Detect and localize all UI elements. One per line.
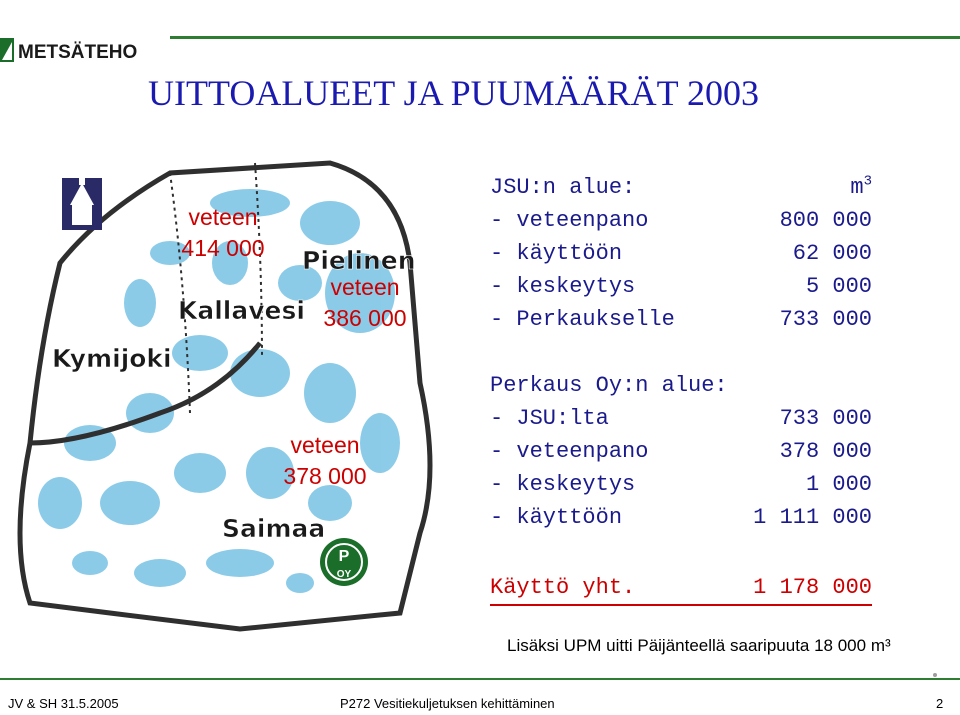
jsu-row-label: - keskeytys: [490, 274, 636, 299]
perkaus-heading-row: [490, 369, 880, 402]
perkaus-row-label: - keskeytys: [490, 472, 636, 497]
badge-text-p: P: [338, 548, 350, 565]
perkaus-row-value: 733 000: [779, 406, 872, 431]
volume-label-386-line1: veteen: [330, 274, 400, 300]
jsu-row: [490, 270, 880, 303]
volume-label-414-line1: veteen: [188, 204, 258, 230]
jsu-unit-sup: 3: [863, 173, 872, 190]
perkaus-row: [490, 468, 880, 501]
jsu-row-value: 733 000: [779, 307, 872, 332]
place-label-kymijoki: Kymijoki: [52, 344, 172, 373]
total-row: [490, 571, 872, 606]
total-value: 1 178 000: [753, 575, 872, 600]
metsateho-logo: [0, 34, 160, 66]
jsu-row-label: - käyttöön: [490, 241, 623, 266]
footnote: Lisäksi UPM uitti Päijänteellä saaripuuta 18 000 m³: [507, 636, 891, 655]
place-label-kallavesi: Kallavesi: [178, 296, 305, 325]
volume-label-386-line2: 386 000: [323, 305, 407, 331]
total-label: Käyttö yht.: [490, 575, 636, 600]
volume-label-378-line2: 378 000: [283, 463, 367, 489]
perkaus-row-label: - käyttöön: [490, 505, 623, 530]
header-rule: [170, 36, 960, 39]
place-label-saimaa: Saimaa: [222, 514, 326, 543]
jsu-row: [490, 237, 880, 270]
jsu-unit-base: m: [850, 175, 864, 200]
jsu-unit: [850, 171, 872, 204]
logo-text: METSÄTEHO: [18, 42, 138, 63]
church-icon: [62, 177, 102, 230]
jsu-row-value: 5 000: [805, 274, 872, 299]
jsu-row-label: - Perkaukselle: [490, 307, 675, 332]
volume-label-414-line2: 414 000: [181, 235, 265, 261]
perkaus-row-value: 1 000: [805, 472, 872, 497]
perkaus-heading: Perkaus Oy:n alue:: [490, 373, 728, 398]
volume-label-414: [168, 202, 278, 264]
jsu-row: [490, 303, 880, 336]
footer-project: P272 Vesitiekuljetuksen kehittäminen: [340, 696, 555, 711]
place-label-pielinen: Pielinen: [302, 246, 416, 275]
perkaus-row-value: 378 000: [779, 439, 872, 464]
jsu-heading-row: [490, 171, 880, 204]
footer-rule: [0, 678, 960, 680]
volume-label-386: [310, 272, 420, 334]
perkaus-row: [490, 435, 880, 468]
page-title: UITTOALUEET JA PUUMÄÄRÄT 2003: [148, 73, 760, 113]
jsu-row-value: 800 000: [779, 208, 872, 233]
footer-author-date: JV & SH 31.5.2005: [8, 696, 119, 711]
perkaus-row-value: 1 111 000: [753, 505, 872, 530]
page-number: 2: [936, 696, 944, 711]
badge-text-oy: OY: [336, 569, 352, 580]
jsu-heading: JSU:n alue:: [490, 175, 636, 200]
perkaus-row: [490, 402, 880, 435]
jsu-row-value: 62 000: [792, 241, 872, 266]
volume-label-378: [270, 430, 380, 492]
volume-label-378-line1: veteen: [290, 432, 360, 458]
perkaus-badge-icon: [320, 538, 368, 586]
jsu-row: [490, 204, 880, 237]
perkaus-row-label: - JSU:lta: [490, 406, 609, 431]
perkaus-row-label: - veteenpano: [490, 439, 649, 464]
jsu-row-label: - veteenpano: [490, 208, 649, 233]
perkaus-row: [490, 501, 880, 534]
